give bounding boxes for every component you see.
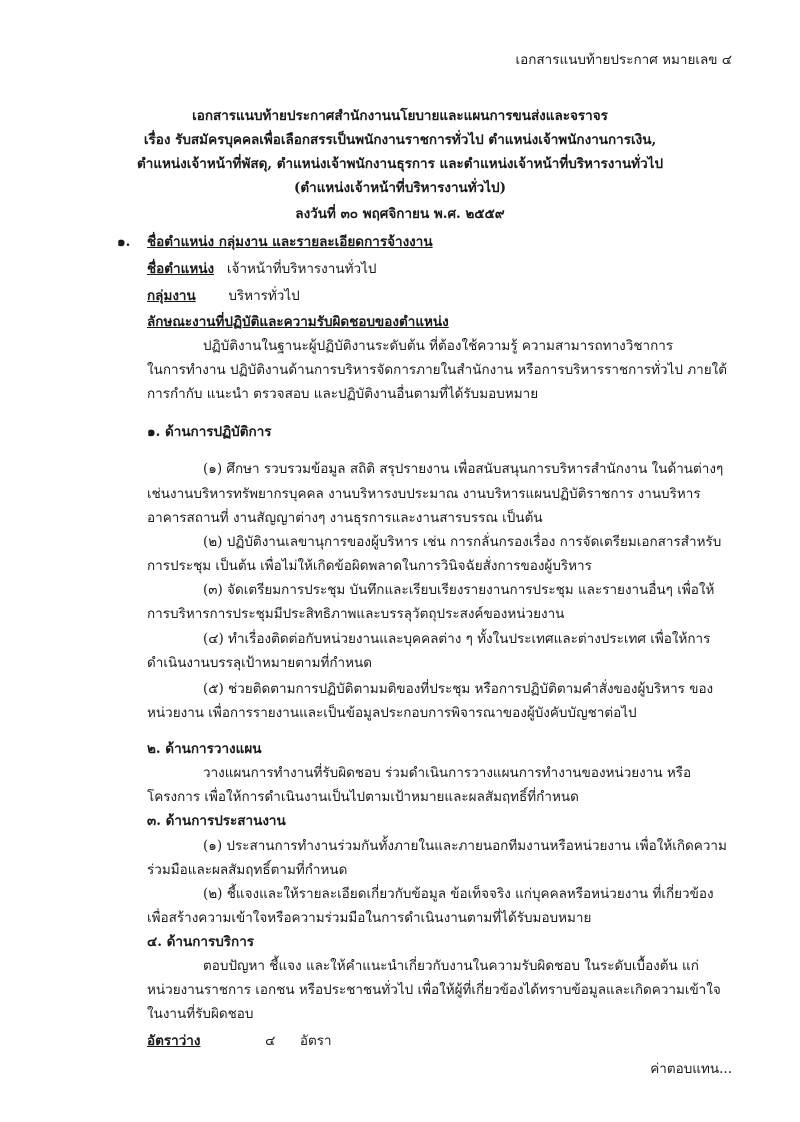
section-heading: ชื่อตำแหน่ง กลุ่มงาน และรายละเอียดการจ้างงาน — [147, 234, 433, 250]
group-row — [147, 287, 300, 305]
service-line: หน่วยงานราชการ เอกชน หรือประชาชนทั่วไป เพื่อให้ผู้ที่เกี่ยวข้องได้ทราบข้อมูลและเกิดความเข้าใจ — [147, 982, 721, 998]
intro-line: การกำกับ แนะนำ ตรวจสอบ และปฏิบัติงานอื่นตามที่ได้รับมอบหมาย — [147, 386, 539, 402]
ops-line: (๑) ศึกษา รวบรวมข้อมูล สถิติ สรุปรายงาน เพื่อสนับสนุนการบริหารสำนักงาน ในด้านต่างๆ — [203, 461, 724, 477]
position-row — [147, 260, 376, 278]
ops-line: (๒) ปฏิบัติงานเลขานุการของผู้บริหาร เช่น การกลั่นกรองเรื่อง การจัดเตรียมเอกสารสำหรับ — [203, 534, 722, 550]
group-value: บริหารทั่วไป — [228, 288, 300, 304]
coordination-line: เพื่อสร้างความเข้าใจหรือความร่วมมือในการดำเนินงานตามที่ได้รับมอบหมาย — [147, 910, 592, 926]
position-label: ชื่อตำแหน่ง — [147, 261, 215, 277]
ops-heading: ๑. ด้านการปฏิบัติการ — [147, 424, 272, 440]
title-line-2: เรื่อง รับสมัครบุคคลเพื่อเลือกสรรเป็นพนักงานราชการทั่วไป ตำแหน่งเจ้าพนักงานการเงิน, — [143, 132, 657, 148]
ops-line: (๕) ช่วยติดตามการปฏิบัติตามมติของที่ประชุม หรือการปฏิบัติตามคำสั่งของผู้บริหาร ของ — [203, 681, 714, 697]
coordination-heading: ๓. ด้านการประสานงาน — [147, 813, 286, 829]
ops-line: หน่วยงาน เพื่อการรายงานและเป็นข้อมูลประกอบการพิจารณาของผู้บังคับบัญชาต่อไป — [147, 705, 637, 721]
continued-footer: ค่าตอบแทน... — [650, 1061, 732, 1077]
ops-line: (๔) ทำเรื่องติดต่อกับหน่วยงานและบุคคลต่าง ๆ ทั้งในประเทศและต่างประเทศ เพื่อให้การ — [203, 631, 711, 647]
ops-line: (๓) จัดเตรียมการประชุม บันทึกและเรียบเรียงรายงานการประชุม และรายงานอื่นๆ เพื่อให้ — [203, 582, 715, 598]
title-date: ลงวันที่ ๓๐ พฤศจิกายน พ.ศ. ๒๕๕๙ — [295, 206, 505, 222]
service-heading: ๔. ด้านการบริการ — [147, 934, 255, 950]
section-number: ๑. — [117, 234, 131, 250]
service-line: ในงานที่รับผิดชอบ — [147, 1006, 254, 1022]
ops-line: ดำเนินงานบรรลุเป้าหมายตามที่กำหนด — [147, 655, 373, 671]
ops-line: การประชุม เป็นต้น เพื่อไม่ให้เกิดข้อผิดพลาดในการวินิจฉัยสั่งการของผู้บริหาร — [147, 558, 592, 574]
planning-line: โครงการ เพื่อให้การดำเนินงานเป็นไปตามเป้าหมายและผลสัมฤทธิ์ที่กำหนด — [147, 789, 579, 805]
service-line: ตอบปัญหา ชี้แจง และให้คำแนะนำเกี่ยวกับงานในความรับผิดชอบ ในระดับเบื้องต้น แก่ — [203, 958, 699, 974]
ops-line: อาคารสถานที่ งานสัญญาต่างๆ งานธุรการและงานสารบรรณ เป็นต้น — [147, 510, 543, 526]
title-line-1: เอกสารแนบท้ายประกาศสำนักงานนโยบายและแผนการขนส่งและจราจร — [192, 108, 608, 124]
position-value: เจ้าหน้าที่บริหารงานทั่วไป — [226, 261, 377, 277]
ops-line: การบริหารการประชุมมีประสิทธิภาพและบรรลุวัตถุประสงค์ของหน่วยงาน — [147, 606, 565, 622]
title-line-3: ตำแหน่งเจ้าหน้าที่พัสดุ, ตำแหน่งเจ้าพนักงานธุรการ และตำแหน่งเจ้าหน้าที่บริหารงานทั่วไป — [136, 156, 664, 172]
duties-heading: ลักษณะงานที่ปฏิบัติและความรับผิดชอบของตำแหน่ง — [147, 314, 449, 330]
title-line-4: (ตำแหน่งเจ้าหน้าที่บริหารงานทั่วไป) — [293, 180, 507, 196]
vacancy-count: ๔ — [265, 1033, 276, 1049]
coordination-line: ร่วมมือและผลสัมฤทธิ์ตามที่กำหนด — [147, 862, 348, 878]
intro-line: ในการทำงาน ปฏิบัติงานด้านการบริหารจัดการภายในสำนักงาน หรือการบริหารราชการทั่วไป ภายใต้ — [147, 362, 727, 378]
document-reference: เอกสารแนบท้ายประกาศ หมายเลข ๔ — [515, 52, 732, 68]
planning-heading: ๒. ด้านการวางแผน — [147, 741, 262, 757]
vacancy-unit: อัตรา — [299, 1033, 332, 1049]
ops-line: เช่นงานบริหารทรัพยากรบุคคล งานบริหารงบประมาณ งานบริหารแผนปฏิบัติราชการ งานบริหาร — [147, 486, 701, 502]
group-label: กลุ่มงาน — [147, 288, 196, 304]
intro-line: ปฏิบัติงานในฐานะผู้ปฏิบัติงานระดับต้น ที่ต้องใช้ความรู้ ความสามารถทางวิชาการ — [203, 338, 674, 354]
vacancy-row — [147, 1032, 332, 1050]
coordination-line: (๑) ประสานการทำงานร่วมกันทั้งภายในและภายนอกทีมงานหรือหน่วยงาน เพื่อให้เกิดความ — [203, 838, 727, 854]
coordination-line: (๒) ชี้แจงและให้รายละเอียดเกี่ยวกับข้อมูล ข้อเท็จจริง แก่บุคคลหรือหน่วยงาน ที่เกี่ยวข้อง — [203, 886, 714, 902]
vacancy-label: อัตราว่าง — [147, 1033, 201, 1049]
planning-line: วางแผนการทำงานที่รับผิดชอบ ร่วมดำเนินการวางแผนการทำงานของหน่วยงาน หรือ — [203, 765, 692, 781]
